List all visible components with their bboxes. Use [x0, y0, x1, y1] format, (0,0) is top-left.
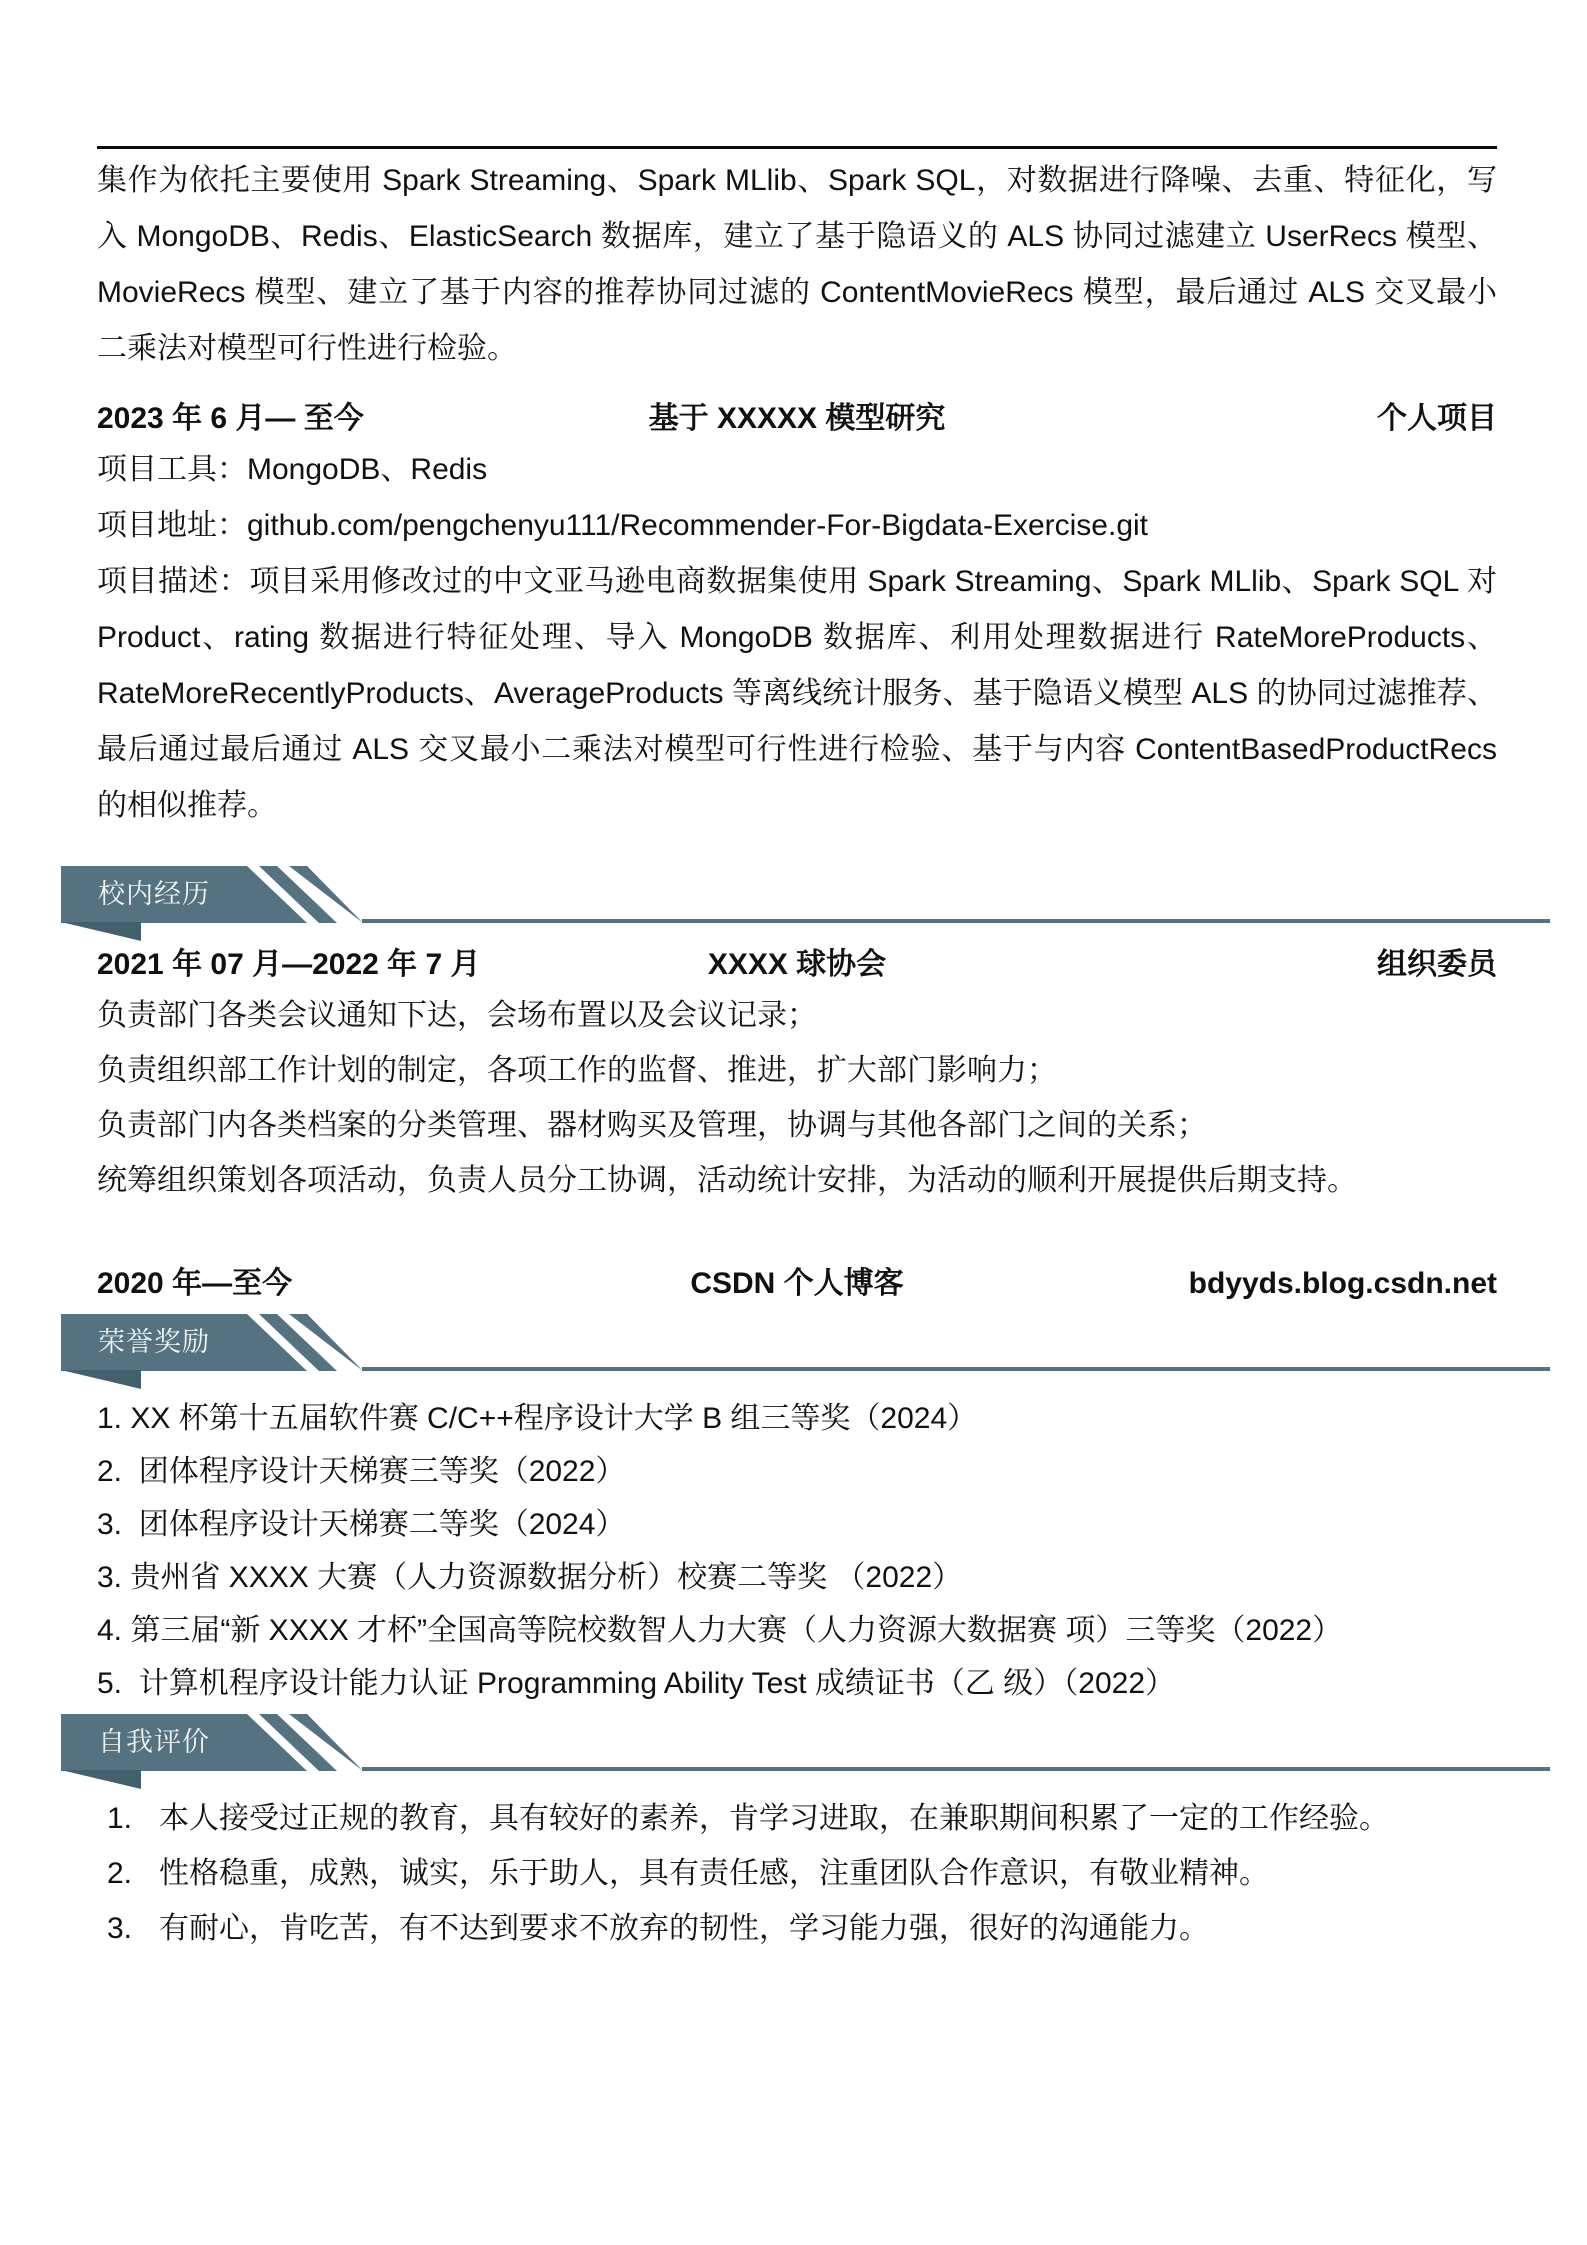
campus-duties: [97, 988, 1497, 1208]
project-tools-label: 项目工具：: [97, 453, 247, 486]
self-eval-item: [107, 1846, 1497, 1901]
self-eval-text: 本人接受过正规的教育，具有较好的素养，肯学习进取，在兼职期间积累了一定的工作经验。: [159, 1802, 1389, 1835]
campus-date: 2021 年 07 月—2022 年 7 月: [97, 948, 481, 981]
banner-fold-decoration: [61, 1770, 141, 1789]
top-divider: [97, 146, 1497, 149]
section-header-campus: [61, 866, 1550, 923]
blog-title: CSDN 个人博客: [690, 1267, 904, 1300]
section-underline: [362, 1367, 1550, 1371]
section-underline: [362, 1767, 1550, 1771]
duty-line: 负责部门内各类档案的分类管理、器材购买及管理，协调与其他各部门之间的关系；: [97, 1109, 1207, 1142]
self-eval-item: [107, 1901, 1497, 1956]
project-repo-label: 项目地址：: [97, 509, 247, 542]
award-item: 4. 第三届“新 XXXX 才杯”全国高等院校数智人力大赛（人力资源大数据赛 项）三等奖（2022）: [97, 1614, 1343, 1647]
project-type: 个人项目: [1377, 402, 1497, 435]
section-title-self-eval: 自我评价: [98, 1727, 210, 1757]
project-row: [97, 396, 1497, 442]
award-item: 1. XX 杯第十五届软件赛 C/C++程序设计大学 B 组三等奖（2024）: [97, 1402, 978, 1435]
project-date: 2023 年 6 月— 至今: [97, 402, 364, 435]
project-repo: [97, 498, 1497, 554]
self-eval-number: 1.: [107, 1802, 133, 1835]
project-tools: [97, 442, 1497, 498]
section-title-awards: 荣誉奖励: [98, 1327, 210, 1357]
duty-line: 负责组织部工作计划的制定，各项工作的监督、推进，扩大部门影响力；: [97, 1054, 1057, 1087]
award-item: 3. 贵州省 XXXX 大赛（人力资源数据分析）校赛二等奖 （2022）: [97, 1561, 963, 1594]
project-title: 基于 XXXXX 模型研究: [648, 402, 946, 435]
campus-role: 组织委员: [1377, 948, 1497, 981]
banner-fold-decoration: [61, 1370, 141, 1389]
campus-row: [97, 942, 1497, 988]
section-header-self-eval: [61, 1714, 1550, 1771]
self-eval-text: 有耐心，肯吃苦，有不达到要求不放弃的韧性，学习能力强，很好的沟通能力。: [159, 1912, 1209, 1945]
banner-fold-decoration: [61, 922, 141, 941]
project-repo-url: github.com/pengchenyu111/Recommender-For-Bigdata-Exercise.git: [247, 509, 1149, 542]
awards-list: [97, 1392, 1497, 1710]
project-description-text: 项目采用修改过的中文亚马逊电商数据集使用 Spark Streaming、Spark MLlib、Spark SQL 对 Product、rating 数据进行特征处理、导入 MongoDB 数据库、利用处理数据进行 RateMoreProducts、RateMoreRecentlyProducts、AverageProducts 等离线统计服务、基于隐语义模型 ALS 的协同过滤推荐、最后通过最后通过 ALS 交叉最小二乘法对模型可行性进行检验、基于与内容 ContentBasedProductRecs 的相似推荐。: [97, 565, 1497, 822]
section-underline: [362, 919, 1550, 923]
award-item: 2. 团体程序设计天梯赛三等奖（2022）: [97, 1455, 626, 1488]
duty-line: 负责部门各类会议通知下达，会场布置以及会议记录；: [97, 999, 817, 1032]
section-title-campus: 校内经历: [98, 879, 210, 909]
self-eval-text: 性格稳重，成熟，诚实，乐于助人，具有责任感，注重团队合作意识，有敬业精神。: [159, 1857, 1269, 1890]
self-eval-number: 3.: [107, 1912, 133, 1945]
award-item: 5. 计算机程序设计能力认证 Programming Ability Test 成绩证书（乙 级）（2022）: [97, 1667, 1176, 1700]
blog-date: 2020 年—至今: [97, 1267, 293, 1300]
project-description: [97, 554, 1497, 834]
project-tools-value: MongoDB、Redis: [247, 453, 488, 486]
self-eval-list: [97, 1791, 1497, 1956]
campus-title: XXXX 球协会: [707, 948, 887, 981]
blog-row: [97, 1261, 1497, 1307]
profile-paragraph: 集作为依托主要使用 Spark Streaming、Spark MLlib、Spark SQL，对数据进行降噪、去重、特征化，写入 MongoDB、Redis、ElasticSearch 数据库，建立了基于隐语义的 ALS 协同过滤建立 UserRecs 模型、MovieRecs 模型、建立了基于内容的推荐协同过滤的 ContentMovieRecs 模型，最后通过 ALS 交叉最小二乘法对模型可行性进行检验。: [97, 164, 1497, 365]
self-eval-number: 2.: [107, 1857, 133, 1890]
self-eval-item: [107, 1791, 1497, 1846]
section-header-awards: [61, 1314, 1550, 1371]
blog-url: bdyyds.blog.csdn.net: [1188, 1267, 1497, 1300]
duty-line: 统筹组织策划各项活动，负责人员分工协调，活动统计安排，为活动的顺利开展提供后期支持。: [97, 1164, 1357, 1197]
award-item: 3. 团体程序设计天梯赛二等奖（2024）: [97, 1508, 626, 1541]
project-description-label: 项目描述：: [97, 565, 250, 598]
